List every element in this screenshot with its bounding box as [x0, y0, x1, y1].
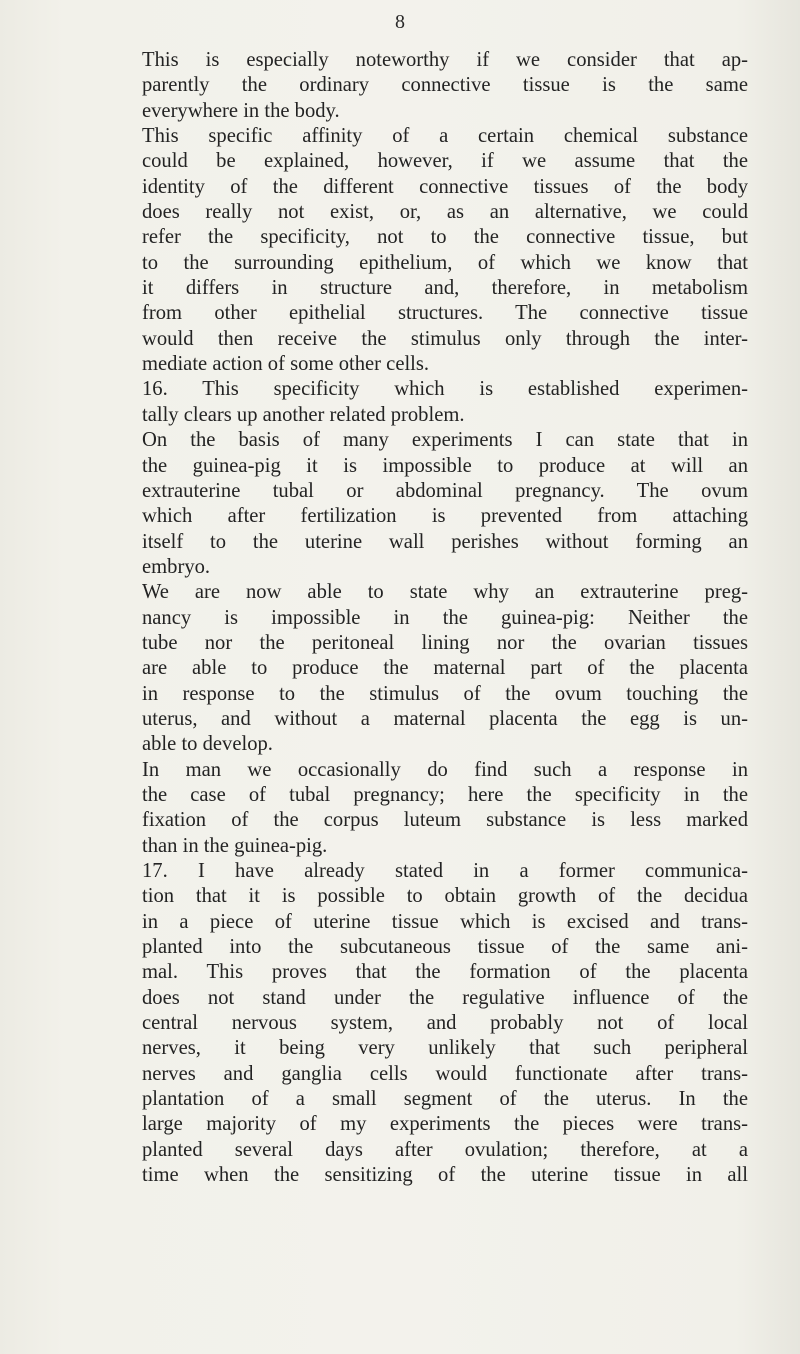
text-line: than in the guinea-pig.	[142, 834, 328, 857]
text-line: tally clears up another related problem.	[142, 403, 465, 426]
text-line: time when the sensitizing of the uterine tissue in all	[142, 1164, 748, 1187]
text-line: does not stand under the regulative influence of the	[142, 986, 748, 1009]
text-line: identity of the different connective tissues of the body	[142, 175, 748, 198]
text-line: nerves, it being very unlikely that such peripheral	[142, 1037, 748, 1060]
body-text	[142, 48, 748, 1188]
text-line: in response to the stimulus of the ovum touching the	[142, 682, 748, 705]
text-line: from other epithelial structures. The connective tissue	[142, 302, 748, 325]
text-line: would then receive the stimulus only through the inter-	[142, 327, 748, 350]
text-line: fixation of the corpus luteum substance is less marked	[142, 809, 748, 832]
text-line: This specific affinity of a certain chemical substance	[142, 125, 748, 148]
text-line: mediate action of some other cells.	[142, 353, 430, 376]
text-line: in a piece of uterine tissue which is excised and trans-	[142, 910, 748, 933]
text-line: itself to the uterine wall perishes without forming an	[142, 530, 748, 553]
text-line: the case of tubal pregnancy; here the specificity in the	[142, 783, 748, 806]
text-line: refer the specificity, not to the connective tissue, but	[142, 226, 748, 249]
text-line: embryo.	[142, 555, 211, 578]
text-line: central nervous system, and probably not of local	[142, 1012, 748, 1035]
text-line: In man we occasionally do find such a response in	[142, 758, 748, 781]
text-line: planted several days after ovulation; therefore, at a	[142, 1138, 748, 1161]
text-line: which after fertilization is prevented from attaching	[142, 505, 748, 528]
text-line: parently the ordinary connective tissue is the same	[142, 74, 748, 97]
text-line: plantation of a small segment of the uterus. In the	[142, 1088, 748, 1111]
text-line: does really not exist, or, as an alternative, we could	[142, 201, 748, 224]
text-line: On the basis of many experiments I can state that in	[142, 429, 748, 452]
text-line: tube nor the peritoneal lining nor the ovarian tissues	[142, 631, 748, 654]
text-line: 16. This specificity which is established experimen-	[142, 378, 748, 401]
text-line: able to develop.	[142, 733, 273, 756]
text-line: uterus, and without a maternal placenta the egg is un-	[142, 707, 748, 730]
text-line: large majority of my experiments the pieces were trans-	[142, 1113, 748, 1136]
text-line: extrauterine tubal or abdominal pregnancy. The ovum	[142, 479, 748, 502]
text-line: are able to produce the maternal part of the placenta	[142, 657, 748, 680]
text-line: 17. I have already stated in a former communica-	[142, 860, 748, 882]
text-line: it differs in structure and, therefore, in metabolism	[142, 277, 748, 300]
text-line: nerves and ganglia cells would functionate after trans-	[142, 1062, 748, 1085]
text-line: mal. This proves that the formation of the placenta	[142, 961, 748, 984]
text-line: planted into the subcutaneous tissue of the same ani-	[142, 936, 748, 959]
text-line: everywhere in the body.	[142, 99, 340, 122]
text-line: to the surrounding epithelium, of which we know that	[142, 251, 748, 274]
text-line: could be explained, however, if we assume that the	[142, 150, 748, 173]
text-line: This is especially noteworthy if we consider that ap-	[142, 49, 748, 71]
text-line: tion that it is possible to obtain growth of the decidua	[142, 885, 748, 908]
text-line: nancy is impossible in the guinea-pig: Neither the	[142, 606, 748, 629]
page-number: 8	[395, 11, 405, 33]
text-line: We are now able to state why an extrauterine preg-	[142, 581, 748, 604]
text-line: the guinea-pig it is impossible to produce at will an	[142, 454, 748, 477]
